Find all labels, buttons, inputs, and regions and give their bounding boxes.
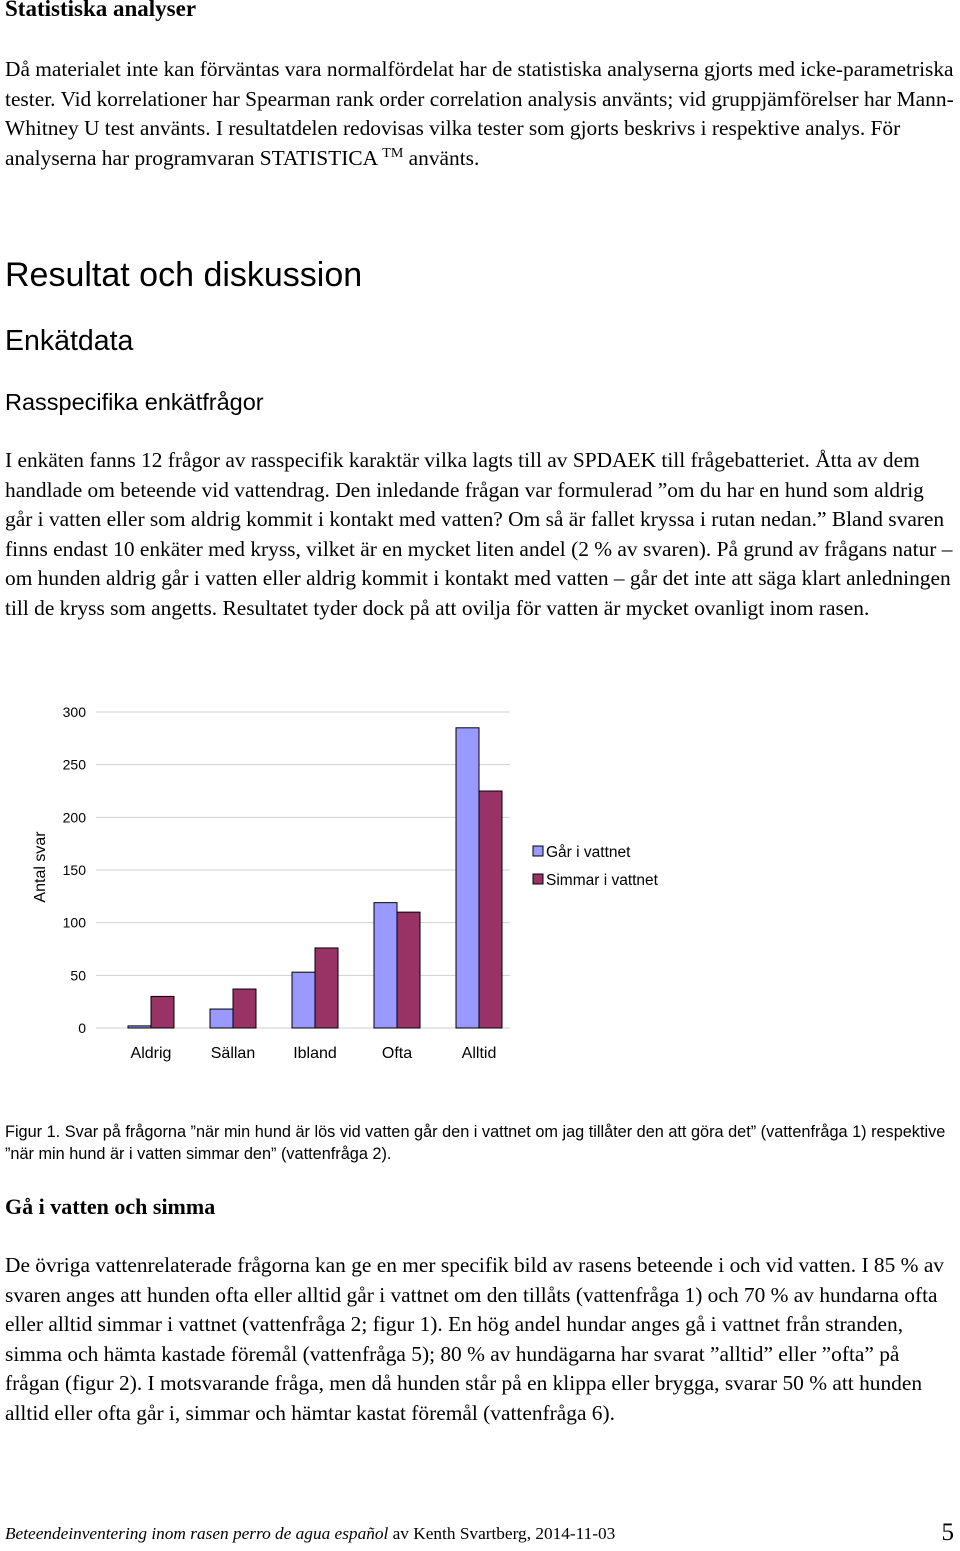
bar-gar-i-vattnet bbox=[210, 1009, 233, 1028]
page-footer bbox=[5, 1524, 615, 1544]
bar-gar-i-vattnet bbox=[128, 1026, 151, 1028]
y-tick-label: 0 bbox=[78, 1020, 86, 1036]
figure-caption: Figur 1. Svar på frågorna ”när min hund är lös vid vatten går den i vattnet om jag tillåter den att göra det” (vattenfråga 1) respektive ”när min hund är i vatten simmar den” (vattenfråga 2). bbox=[5, 1123, 946, 1163]
y-tick-label: 200 bbox=[62, 809, 86, 826]
bar-simmar-i-vattnet bbox=[233, 989, 256, 1028]
bar-gar-i-vattnet bbox=[292, 972, 315, 1028]
bar-simmar-i-vattnet bbox=[479, 791, 502, 1028]
bar-simmar-i-vattnet bbox=[151, 996, 174, 1028]
y-tick-label: 250 bbox=[62, 756, 86, 773]
bar-simmar-i-vattnet bbox=[315, 948, 338, 1028]
legend-label: Simmar i vattnet bbox=[546, 872, 658, 889]
y-tick-label: 150 bbox=[62, 862, 86, 878]
page-number: 5 bbox=[941, 1519, 954, 1546]
x-tick-label: Alltid bbox=[461, 1045, 497, 1062]
y-tick-label: 300 bbox=[62, 704, 86, 720]
paragraph-end-text: använts. bbox=[403, 145, 480, 170]
y-axis-label: Antal svar bbox=[32, 831, 49, 903]
y-axis bbox=[63, 704, 510, 1036]
bar-gar-i-vattnet bbox=[374, 903, 397, 1028]
heading-breed-specific-questions: Rasspecifika enkätfrågor bbox=[5, 389, 264, 415]
water-behavior-bar-chart bbox=[0, 695, 960, 1075]
footer-title: Beteendeinventering inom rasen perro de agua español bbox=[5, 1524, 389, 1543]
footer-byline: av Kenth Svartberg, 2014-11-03 bbox=[388, 1524, 616, 1543]
section-heading-statistical-analyses: Statistiska analyser bbox=[5, 0, 197, 21]
legend-label: Går i vattnet bbox=[546, 844, 631, 861]
y-tick-label: 100 bbox=[62, 914, 86, 931]
x-axis bbox=[131, 1045, 497, 1062]
legend bbox=[533, 844, 659, 889]
paragraph-swim: De övriga vattenrelaterade frågorna kan ge en mer specifik bild av rasens beteende i och vid vatten. I 85 % av svaren anges att hunden ofta eller alltid går i vattnet om den tillåts (vattenfråga 1) och 70 % av hundarna ofta eller alltid simmar i vattnet (vattenfråga 2; figur 1). En hög andel hundar anges gå i vattnet från stranden, simma och hämta kastade föremål (vattenfråga 5); 80 % av hundägarna har svarat ”alltid” eller ”ofta” på frågan (figur 2). I motsvarande fråga, men då hunden står på en klippa eller brygga, svarar 50 % att hunden alltid eller ofta går i, simmar och hämtar kastat föremål (vattenfråga 6). bbox=[5, 1253, 945, 1425]
section-heading-swim: Gå i vatten och simma bbox=[5, 1194, 216, 1219]
bar-gar-i-vattnet bbox=[456, 728, 479, 1028]
heading-results-discussion: Resultat och diskussion bbox=[5, 256, 363, 294]
x-tick-label: Ibland bbox=[293, 1045, 337, 1062]
paragraph-breed-questions: I enkäten fanns 12 frågor av rasspecifik karaktär vilka lagts till av SPDAEK till frågebatteriet. Åtta av dem handlade om beteende vid vattendrag. Den inledande frågan var formulerad ”om du har en hund som aldrig går i vatten eller som aldrig kommit i kontakt med vatten? Om så är fallet kryssa i rutan nedan.” Bland svaren finns endast 10 enkäter med kryss, vilket är en mycket liten andel (2 % av svaren). På grund av frågans natur – om hunden aldrig går i vatten eller aldrig kommit i kontakt med vatten – går det inte att säga klart anledningen till de kryss som angetts. Resultatet tyder dock på att ovilja för vatten är mycket ovanligt inom rasen. bbox=[5, 448, 953, 620]
bar-simmar-i-vattnet bbox=[397, 912, 420, 1028]
x-tick-label: Ofta bbox=[381, 1045, 413, 1062]
y-tick-label: 50 bbox=[70, 967, 86, 984]
bars bbox=[128, 728, 502, 1028]
x-tick-label: Sällan bbox=[210, 1045, 256, 1062]
heading-survey-data: Enkätdata bbox=[5, 325, 134, 357]
x-tick-label: Aldrig bbox=[130, 1045, 172, 1062]
legend-swatch bbox=[533, 874, 543, 884]
legend-swatch bbox=[533, 846, 543, 856]
trademark-superscript: TM bbox=[382, 145, 404, 161]
paragraph-statistical-analyses bbox=[5, 55, 955, 173]
paragraph-main-text: Då materialet inte kan förväntas vara normalfördelat har de statistiska analyserna gjorts med icke-parametriska tester. Vid korrelationer har Spearman rank order correlation analysis använts; vid gruppjämförelser har Mann-Whitney U test använts. I resultatdelen redovisas vilka tester som gjorts beskrivs i respektive analys. För analyserna har programvaran STATISTICA bbox=[5, 57, 954, 170]
